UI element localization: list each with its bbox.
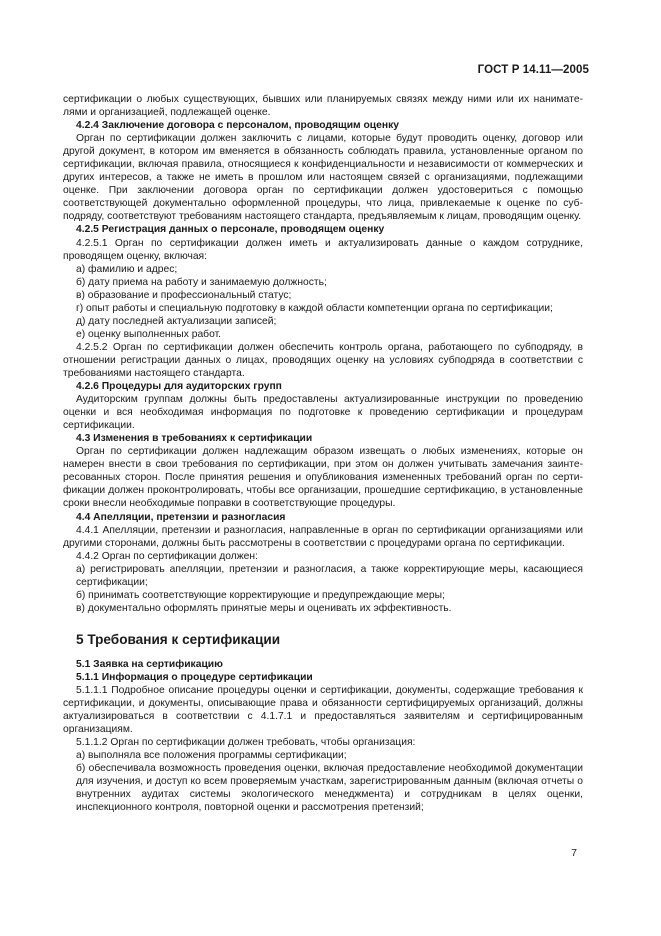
list-item: д) дату последней актуализации записей; (76, 315, 277, 327)
subsection-heading: 4.2.6 Процедуры для аудиторских групп (76, 381, 282, 393)
list-item: а) фамилию и адрес; (76, 263, 178, 275)
subsection-heading: 4.2.5 Регистрация данных о персонале, проводящем оценку (76, 224, 385, 236)
paragraph: Орган по сертификации должен надлежащим образом извещать о любых изменениях, которые он намерен внести в свои требования по сертификации, при этом он должен учитывать замечания заинтересованных сторон. После принятия решения и опубликования измененных требований орган по сертификации должен проконтролировать, чтобы все организации, прошедшие сертификацию, в установленные сроки внесли необходимые поправки в соответствующие процедуры. (63, 446, 583, 510)
paragraph: 4.2.5.1 Орган по сертификации должен иметь и актуализировать данные о каждом сотруднике, проводящем оценку, включая: (63, 237, 583, 262)
document-body (63, 93, 583, 814)
list-item: в) образование и профессиональный статус; (76, 289, 292, 301)
list-item: а) выполняла все положения программы сертификации; (76, 750, 347, 762)
section-heading: 5 Требования к сертификации (76, 631, 281, 647)
subsection-heading: 4.4 Апелляции, претензии и разногласия (76, 511, 286, 523)
page-number: 7 (571, 848, 577, 859)
subsection-heading: 4.3 Изменения в требованиях к сертификации (76, 433, 313, 445)
list-item: е) оценку выполненных работ. (76, 328, 222, 340)
subsection-heading: 5.1 Заявка на сертификацию (76, 658, 223, 670)
paragraph: 5.1.1.2 Орган по сертификации должен требовать, чтобы организация: (76, 737, 416, 749)
paragraph: Аудиторским группам должны быть предоставлены актуализированные инструкции по проведению оценки и вся необходимая информация по подготовке к проведению сертификации и процедурам сертификации. (63, 394, 583, 432)
list-item: а) регистрировать апелляции, претензии и разногласия, а также корректирующие меры, касающиеся сертификации; (76, 563, 583, 588)
subsection-heading: 5.1.1 Информация о процедуре сертификации (76, 671, 313, 683)
list-item: б) обеспечивала возможность проведения оценки, включая предоставление необходимой документации для изучения, и доступ ко всем проверяемым участкам, зарегистрированным данным (включая отчеты о внутренних аудитах системы экологического менеджмента) и сотрудникам в целях оценки, инспекционного контроля, повторной оценки и рассмотрения претензий; (76, 763, 583, 814)
list-item: в) документально оформлять принятые меры и оценивать их эффективность. (76, 602, 452, 614)
paragraph: 4.2.5.2 Орган по сертификации должен обеспечить контроль органа, работающего по субподряду, в отношении регистрации данных о лицах, проводящих оценку на условиях субподряда в соответствии с требованиями настоящего стандарта. (63, 341, 583, 379)
paragraph: Орган по сертификации должен заключить с лицами, которые будут проводить оценку, договор или другой документ, в котором им вменяется в обязанность соблюдать правила, установленные органом по сертификации, включая правила, относящиеся к конфиденциальности и независимости от коммерческих и других интересов, а также не иметь в прошлом или настоящем связей с организациями, подлежащими оценке. При заключении договора орган по сертификации должен удостовериться с помощью соответствующей документально оформленной процедуры, что лица, привлекаемые к оценке по субподряду, соответствуют требованиям настоящего стандарта, предъявляемым к лицам, проводящим оценку. (63, 133, 583, 223)
paragraph: 4.4.1 Апелляции, претензии и разногласия, направленные в орган по сертификации организациями или другими сторонами, должны быть рассмотрены в соответствии с процедурами органа по сертификации. (63, 524, 583, 549)
standard-header: ГОСТ Р 14.11—2005 (477, 64, 589, 76)
list-item: г) опыт работы и специальную подготовку в каждой области компетенции органа по сертификации; (76, 302, 553, 314)
subsection-heading: 4.2.4 Заключение договора с персоналом, проводящим оценку (76, 120, 399, 132)
paragraph: 4.4.2 Орган по сертификации должен: (76, 550, 258, 562)
paragraph: сертификации о любых существующих, бывших или планируемых связях между ними или их наниматeлями и организацией, подлежащей оценке. (63, 94, 583, 119)
list-item: б) принимать соответствующие корректирующие и предупреждающие меры; (76, 589, 445, 601)
list-item: б) дату приема на работу и занимаемую должность; (76, 276, 327, 288)
paragraph: 5.1.1.1 Подробное описание процедуры оценки и сертификации, документы, содержащие требования к сертификации, и документы, описывающие права и обязанности сертифицируемых организаций, должны актуализироваться в соответствии с 4.1.7.1 и предоставляться заявителям и сертифицированным организациям. (63, 684, 583, 736)
